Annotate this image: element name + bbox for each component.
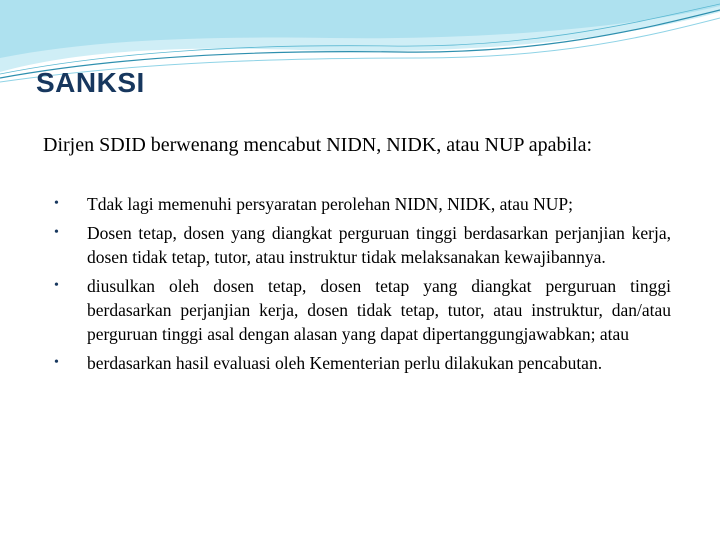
slide-title: SANKSI bbox=[36, 67, 145, 98]
bullet-text: diusulkan oleh dosen tetap, dosen tetap yang diangkat perguruan tinggi berdasarkan perjanjian kerja, dosen tidak tetap, tutor, atau instruktur, dan/atau perguruan tinggi asal dengan alasan yang dapat dipertanggungjawabkan; atau bbox=[87, 276, 671, 344]
intro-text: Dirjen SDID berwenang mencabut NIDN, NIDK, atau NUP apabila: bbox=[43, 134, 593, 156]
bullet-icon: • bbox=[54, 196, 59, 211]
bullet-text: berdasarkan hasil evaluasi oleh Kementerian perlu dilakukan pencabutan. bbox=[87, 353, 603, 373]
list-item bbox=[54, 351, 671, 375]
bullet-icon: • bbox=[54, 355, 59, 370]
bullet-text: Tdak lagi memenuhi persyaratan perolehan NIDN, NIDK, atau NUP; bbox=[87, 194, 573, 214]
bullet-text: Dosen tetap, dosen yang diangkat perguruan tinggi berdasarkan perjanjian kerja, dosen tidak tetap, tutor, atau instruktur tidak melaksanakan kewajibannya. bbox=[87, 223, 671, 267]
bullet-icon: • bbox=[54, 278, 59, 293]
list-item bbox=[54, 221, 671, 269]
list-item bbox=[54, 274, 671, 346]
bullet-list bbox=[54, 192, 671, 380]
list-item bbox=[54, 192, 671, 216]
bullet-icon: • bbox=[54, 225, 59, 240]
